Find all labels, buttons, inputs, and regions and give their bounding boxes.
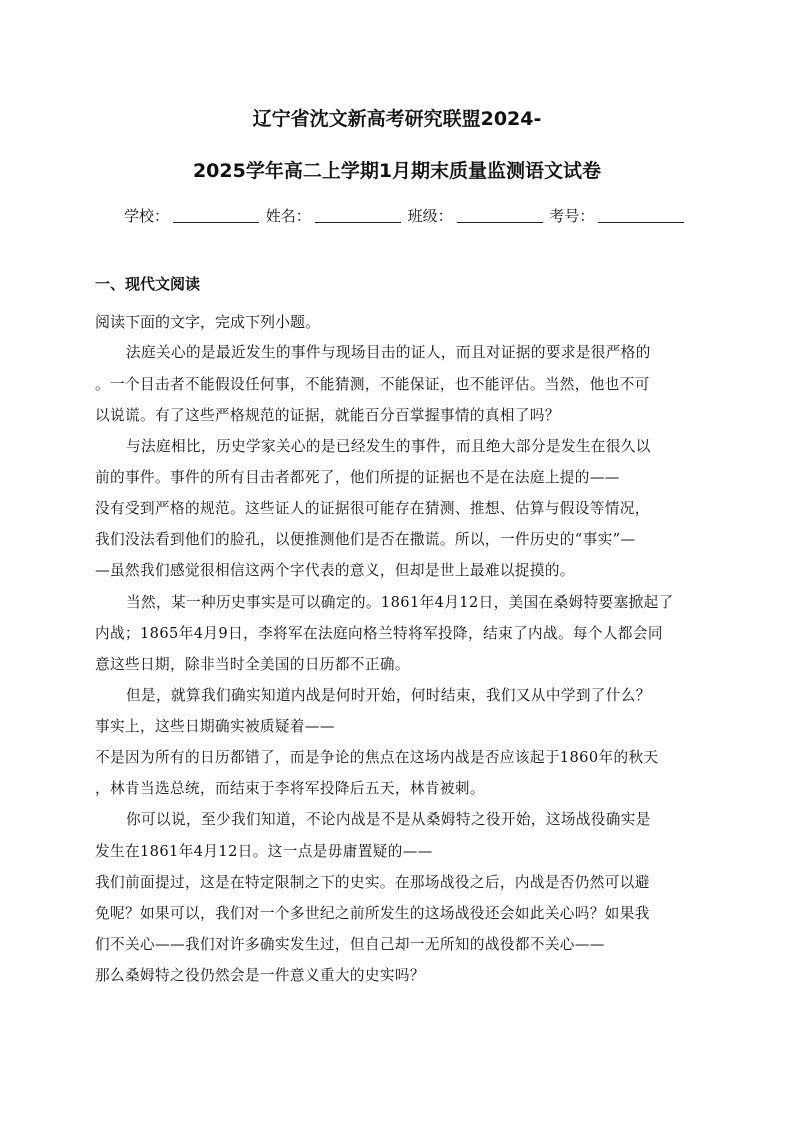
passage-line: 不是因为所有的日历都错了，而是争论的焦点在这场内战是否应该起于1860年的秋天 xyxy=(95,749,659,766)
passage-line: 你可以说，至少我们知道，不论内战是不是从桑姆特之役开始，这场战役确实是 xyxy=(126,811,651,828)
passage-line: ，林肯当选总统，而结束于李将军投降后五天，林肯被刺。 xyxy=(95,780,485,797)
passage-line: 内战；1865年4月9日，李将军在法庭向格兰特将军投降，结束了内战。每个人都会同 xyxy=(95,625,663,642)
exam-number-blank xyxy=(598,208,684,223)
school-blank xyxy=(173,208,259,223)
passage-line: 免呢？如果可以，我们对一个多世纪之前所发生的这场战役还会如此关心吗？如果我 xyxy=(95,905,650,922)
passage-line: 我们前面提过，这是在特定限制之下的史实。在那场战役之后，内战是否仍然可以避 xyxy=(95,874,650,891)
passage-line: 当然，某一种历史事实是可以确定的。1861年4月12日，美国在桑姆特要塞掀起了 xyxy=(126,594,674,611)
passage-line: 那么桑姆特之役仍然会是一件意义重大的史实吗？ xyxy=(95,967,425,984)
passage-line: 没有受到严格的规范。这些证人的证据很可能存在猜测、推想、估算与假设等情况， xyxy=(95,500,650,517)
class-label: 班级： xyxy=(407,207,453,225)
passage-line: 与法庭相比，历史学家关心的是已经发生的事件，而且绝大部分是发生在很久以 xyxy=(126,438,651,455)
passage-line: 。一个目击者不能假设任何事，不能猜测，不能保证，也不能评估。当然，他也不可 xyxy=(95,376,650,393)
passage-line: 我们没法看到他们的脸孔，以便推测他们是否在撒谎。所以，一件历史的“事实”— xyxy=(95,531,636,548)
exam-title-line1: 辽宁省沈文新高考研究联盟2024- xyxy=(252,108,542,130)
student-info-row xyxy=(124,205,686,226)
section-heading: 一、现代文阅读 xyxy=(95,275,201,293)
passage-line: 以说谎。有了这些严格规范的证据，就能百分百掌握事情的真相了吗？ xyxy=(95,407,560,424)
school-label: 学校： xyxy=(124,207,170,225)
passage-line: 事实上，这些日期确实被质疑着—— xyxy=(95,718,335,735)
passage-line: 们不关心——我们对许多确实发生过，但自己却一无所知的战役都不关心—— xyxy=(95,936,605,953)
passage-line: 前的事件。事件的所有目击者都死了，他们所提的证据也不是在法庭上提的—— xyxy=(95,469,620,486)
passage-line: 发生在1861年4月12日。这一点是毋庸置疑的—— xyxy=(95,843,433,860)
name-label: 姓名： xyxy=(265,207,311,225)
passage-line: —虽然我们感觉很相信这两个字代表的意义，但却是世上最难以捉摸的。 xyxy=(95,562,575,579)
name-blank xyxy=(315,208,401,223)
reading-instruction: 阅读下面的文字，完成下列小题。 xyxy=(95,313,321,331)
exam-number-label: 考号： xyxy=(549,207,595,225)
class-blank xyxy=(457,208,543,223)
passage-line: 但是，就算我们确实知道内战是何时开始，何时结束，我们又从中学到了什么？ xyxy=(126,687,651,704)
passage-line: 法庭关心的是最近发生的事件与现场目击的证人，而且对证据的要求是很严格的 xyxy=(126,344,651,361)
passage-line: 意这些日期，除非当时全美国的日历都不正确。 xyxy=(95,656,410,673)
exam-title-line2: 2025学年高二上学期1月期末质量监测语文试卷 xyxy=(192,160,602,182)
